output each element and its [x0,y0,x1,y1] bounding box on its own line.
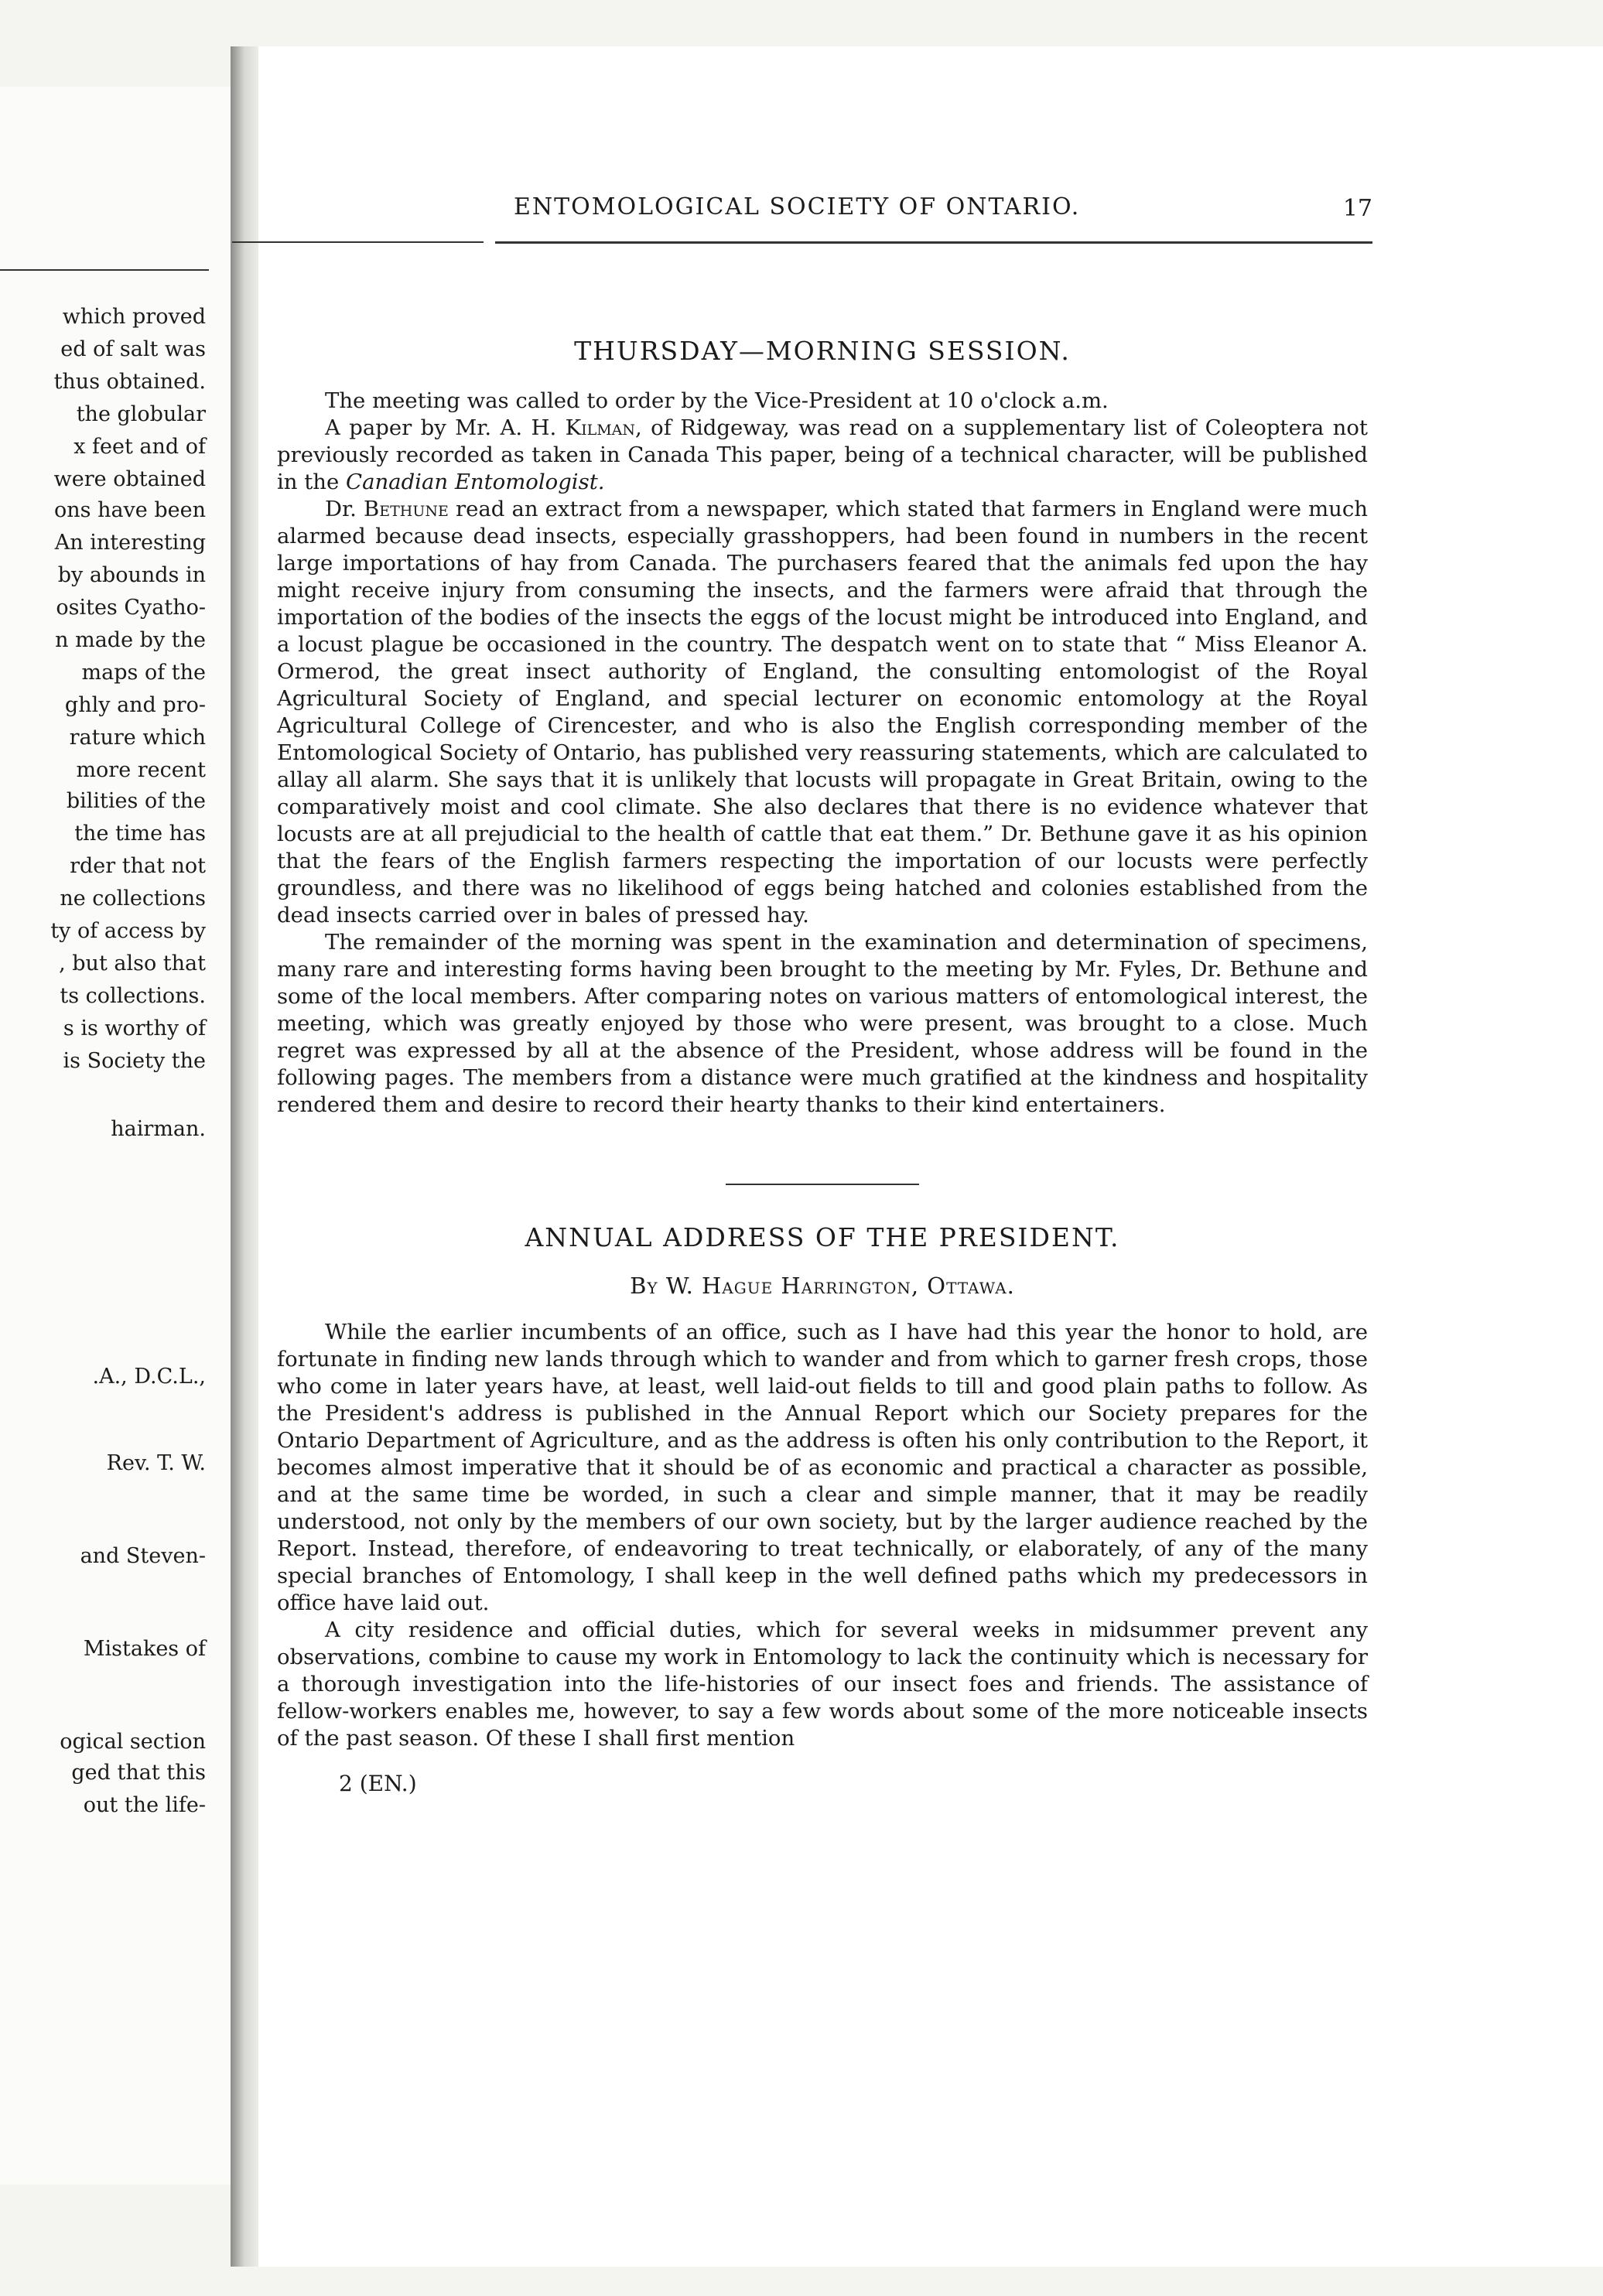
page-header [232,186,1372,241]
person-name: Bethune [364,497,449,521]
left-page-line: osites Cyatho- [56,596,206,620]
address-title: ANNUAL ADDRESS OF THE PRESIDENT. [525,1222,1120,1252]
left-page-line: rature which [69,726,206,750]
signature-mark: 2 (EN.) [339,1771,417,1796]
left-page-line: which proved [62,305,206,329]
left-page-line: rder that not [70,854,206,878]
left-page-line: maps of the [81,661,206,685]
text-run: , of Ridgeway, was read on a supplementary list of Coleoptera not previously recorded as taken in Canada This paper, being of a technical character, will be published in the [277,415,1368,494]
left-page-line: s is worthy of [63,1016,206,1040]
journal-title: Canadian Entomologist. [346,470,605,494]
left-page-line: were obtained [53,467,206,491]
session-paragraph-bethune [277,496,1368,929]
header-rule-left [232,241,484,243]
left-page-line: the time has [74,822,206,846]
session-paragraph: The meeting was called to order by the Vice-President at 10 o'clock a.m. [325,388,1109,413]
address-paragraph: A city residence and official duties, which for several weeks in midsummer prevent any observations, combine to cause my work in Entomology to lack the continuity which is necessary for a thorough investigation into the life-histories of our insect foes and friends. The assistance of fellow-workers enables me, however, to say a few words about some of the more noticeable insects of the past season. Of these I shall first mention [277,1618,1368,1751]
book-gutter [231,46,258,2267]
left-page-line: ons have been [53,498,206,522]
text-run: A paper by Mr. A. H. [325,415,566,440]
left-page-line: and Steven- [80,1544,206,1568]
section-divider [726,1184,919,1185]
left-page-line: ts collections. [60,984,206,1008]
left-page-line: by abounds in [57,563,206,587]
session-paragraph-remainder: The remainder of the morning was spent in the examination and determination of specimens, many rare and interesting forms having been brought to the meeting by Mr. Fyles, Dr. Bethune and some of the local members. After comparing notes on various matters of entomological interest, the meeting, which was greatly enjoyed by those who were present, was brought to a close. Much regret was expressed by all at the absence of the President, whose address will be found in the following pages. The members from a distance were much gratified at the kindness and hospitality rendered them and desire to record their hearty thanks to their kind entertainers. [277,930,1368,1117]
left-page-line: ghly and pro- [64,693,206,717]
left-page-line: ged that this [71,1761,206,1785]
text-run: Dr. [325,497,364,521]
left-page-line: hairman. [111,1117,206,1141]
left-page-line: bilities of the [66,789,206,813]
left-header-rule [0,269,209,271]
left-page-line: ogical section [60,1730,206,1754]
page-number: 17 [1342,195,1372,222]
left-page-line: n made by the [55,628,206,652]
left-page-line: ty of access by [50,919,206,943]
left-page-line: thus obtained. [53,370,206,394]
session-paragraph-kilman [277,415,1368,496]
left-page-line: the globular [76,402,206,426]
text-run: read an extract from a newspaper, which stated that farmers in England were much alarmed because dead insects, especially grasshoppers, had been found in numbers in the recent large importations of hay from Canada. The purchasers feared that the animals fed upon the hay might receive injury from consuming the insects, and the farmers were afraid that through the importation of the bodies of the insects the eggs of the locust might be introduced into England, and a locust plague be occasioned in the country. The despatch went on to state that “ Miss Eleanor A. Ormerod, the great insect authority of England, the consulting entomologist of the Royal Agricultural Society of England, and special lecturer on economic entomology at the Royal Agricultural College of Cirencester, and who is also the English corresponding member of the Entomological Society of Ontario, has published very reassuring statements, which are calculated to allay all alarm. She says that it is unlikely that locusts will propagate in Great Britain, owing to the comparatively moist and cool climate. She also declares that there is no evidence whatever that locusts are at all prejudicial to the health of cattle that eat them.” Dr. Bethune gave it as his opinion that the fears of the English farmers respecting the importation of our locusts were perfectly groundless, and there was no likelihood of eggs being hatched and colonies established from the dead insects carried over in bales of pressed hay. [277,497,1369,928]
left-page-fragment [0,87,232,2185]
left-page-line: .A., D.C.L., [92,1365,206,1389]
person-name: Kilman [565,415,636,440]
left-page-line: out the life- [83,1793,206,1817]
left-page-line: An interesting [54,531,206,555]
left-page-line: x feet and of [73,435,206,459]
left-page-line: Rev. T. W. [106,1451,206,1475]
left-page-line: ed of salt was [60,337,206,361]
address-paragraph: While the earlier incumbents of an office, such as I have had this year the honor to hold, are fortunate in finding new lands through which to wander and from which to garner fresh crops, those who come in later years have, at least, well laid-out fields to till and good plain paths to follow. As the President's address is published in the Annual Report which our Society prepares for the Ontario Department of Agriculture, and as the address is often his only contribution to the Report, it becomes almost imperative that it should be of as economic and practical a character as possible, and at the same time be worded, in such a clear and simple manner, that it may be readily understood, not only by the members of our own society, but by the larger audience reached by the Report. Instead, therefore, of endeavoring to treat technically, or elaborately, of any of the many special branches of Entomology, I shall keep in the well defined paths which my predecessors in office have laid out. [277,1320,1368,1615]
left-page-line: ne collections [60,887,206,911]
left-page-line: more recent [76,758,206,782]
session-title: THURSDAY—MORNING SESSION. [574,336,1071,366]
running-title: ENTOMOLOGICAL SOCIETY OF ONTARIO. [514,193,1081,220]
address-byline: By W. Hague Harrington, Ottawa. [630,1273,1015,1299]
left-page-line: Mistakes of [83,1637,206,1661]
left-page-line: is Society the [63,1049,206,1073]
main-text [277,336,1368,1796]
header-rule-right [495,241,1372,244]
left-page-line: , but also that [59,952,206,975]
